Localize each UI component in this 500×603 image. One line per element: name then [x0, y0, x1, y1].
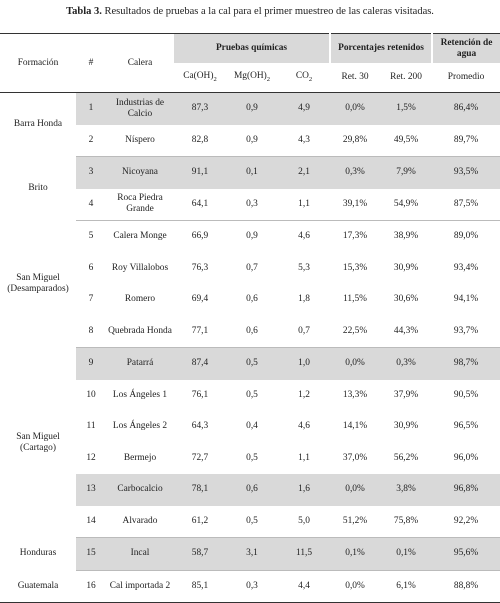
ret30-value: 13,3%: [342, 389, 368, 400]
co2-value: 4,9: [278, 93, 330, 125]
promedio-value: 93,7%: [453, 325, 479, 336]
mgoh-value: 0,5: [226, 348, 278, 380]
row-number: 5: [76, 221, 106, 253]
promedio-value: 94,1%: [453, 294, 479, 305]
ret200-value: 44,3%: [393, 325, 419, 336]
co2-value: 4,3: [298, 134, 310, 145]
row-number: 9: [76, 348, 106, 380]
mgoh-value: 0,7: [246, 262, 258, 273]
calera-name: Los Ángeles 2: [112, 421, 168, 432]
formation-name: Barra Honda: [0, 93, 76, 157]
mgoh-value: 0,5: [246, 452, 258, 463]
caoh-value: 87,3: [174, 93, 226, 125]
calera-name: Roca Piedra Grande: [117, 193, 163, 215]
mgoh-value: 0,9: [226, 93, 278, 125]
header-ret200: Ret. 200: [390, 72, 422, 82]
co2-value: 1,1: [298, 452, 310, 463]
row-number: 4: [88, 198, 94, 209]
ret200-value: 0,1%: [380, 538, 432, 571]
mgoh-value: 0,5: [246, 389, 258, 400]
caoh-value: 69,4: [191, 294, 209, 305]
row-number: 7: [88, 294, 94, 305]
ret200-value: 37,9%: [393, 389, 419, 400]
caoh-value: 64,3: [191, 421, 209, 432]
formation-name: Brito: [0, 157, 76, 221]
header-caoh-sub: 2: [213, 75, 217, 83]
ret30-value: 14,1%: [342, 421, 368, 432]
header-co2: [278, 63, 330, 93]
co2-value: 1,8: [298, 294, 310, 305]
calera-name: Patarrá: [106, 348, 174, 380]
header-row-groups: [0, 34, 500, 64]
calera-name: Níspero: [125, 134, 155, 145]
caoh-value: 82,8: [191, 134, 209, 145]
formation-name: San Miguel (Desamparados): [0, 221, 76, 348]
table-row: [0, 570, 500, 603]
table-caption-label: Tabla 3.: [66, 6, 102, 17]
row-number: 1: [76, 93, 106, 125]
formation-name: Guatemala: [0, 570, 76, 603]
header-mgoh: [226, 63, 278, 93]
header-co2-sub: 2: [308, 75, 313, 83]
calera-name: Nicoyana: [106, 157, 174, 189]
mgoh-value: 0,3: [246, 198, 258, 209]
mgoh-value: 0,5: [246, 515, 258, 526]
row-number: 14: [86, 515, 96, 526]
ret30-value: 17,3%: [330, 221, 380, 253]
promedio-value: 89,7%: [453, 134, 479, 145]
co2-value: 11,5: [278, 538, 330, 571]
ret200-value: 75,8%: [393, 515, 419, 526]
co2-value: 1,1: [298, 198, 310, 209]
co2-value: 1,6: [278, 474, 330, 506]
caoh-value: 87,4: [174, 348, 226, 380]
ret200-value: 30,6%: [393, 294, 419, 305]
table-row: [0, 348, 500, 380]
ret30-value: 15,3%: [342, 262, 368, 273]
row-number: 8: [88, 325, 94, 336]
promedio-value: 98,7%: [432, 348, 500, 380]
ret200-value: 56,2%: [393, 452, 419, 463]
ret30-value: 0,1%: [330, 538, 380, 571]
co2-value: 0,7: [298, 325, 310, 336]
row-number: 12: [86, 452, 96, 463]
header-number: #: [88, 57, 94, 68]
header-ret30: Ret. 30: [341, 72, 369, 82]
co2-value: 1,2: [298, 389, 310, 400]
caoh-value: 85,1: [174, 570, 226, 603]
results-table: [0, 33, 500, 603]
table-caption-text: Resultados de pruebas a la cal para el primer muestreo de las caleras visitadas.: [101, 6, 434, 17]
header-formacion: Formación: [17, 57, 59, 68]
ret200-value: 1,5%: [380, 93, 432, 125]
co2-value: 4,4: [278, 570, 330, 603]
promedio-value: 96,5%: [453, 421, 479, 432]
ret30-value: 22,5%: [342, 325, 368, 336]
ret200-value: 3,8%: [380, 474, 432, 506]
promedio-value: 96,8%: [432, 474, 500, 506]
header-co2-text: CO: [295, 70, 309, 81]
calera-name: Cal importada 2: [106, 570, 174, 603]
calera-name: Incal: [106, 538, 174, 571]
calera-name: Los Ángeles 1: [112, 389, 168, 400]
ret30-value: 39,1%: [342, 198, 368, 209]
ret30-value: 0,0%: [330, 93, 380, 125]
ret200-value: 54,9%: [393, 198, 419, 209]
row-number: 13: [76, 474, 106, 506]
ret30-value: 29,8%: [342, 134, 368, 145]
ret30-value: 0,0%: [330, 474, 380, 506]
calera-name: Quebrada Honda: [108, 325, 172, 336]
calera-name: Calera Monge: [106, 221, 174, 253]
co2-value: 5,3: [298, 262, 310, 273]
caoh-value: 76,3: [191, 262, 209, 273]
header-calera: Calera: [127, 57, 153, 68]
calera-name: Alvarado: [122, 515, 158, 526]
co2-value: 4,6: [298, 421, 310, 432]
caoh-value: 76,1: [191, 389, 209, 400]
promedio-value: 93,4%: [453, 262, 479, 273]
header-mgoh-text: Mg(OH): [233, 70, 267, 81]
promedio-value: 86,4%: [432, 93, 500, 125]
mgoh-value: 0,6: [226, 474, 278, 506]
header-pruebas-quimicas: Pruebas químicas: [174, 34, 330, 64]
promedio-value: 89,0%: [432, 221, 500, 253]
table-row: [0, 157, 500, 189]
header-promedio: Promedio: [447, 72, 485, 82]
formation-name: San Miguel (Cartago): [0, 348, 76, 538]
row-number: 10: [86, 389, 96, 400]
calera-name: Roy Villalobos: [111, 262, 169, 273]
ret30-value: 51,2%: [342, 515, 368, 526]
mgoh-value: 0,1: [226, 157, 278, 189]
promedio-value: 88,8%: [432, 570, 500, 603]
ret30-value: 0,0%: [330, 570, 380, 603]
calera-name: Industrias de Calcio: [106, 93, 174, 125]
table-row: [0, 221, 500, 253]
promedio-value: 92,2%: [453, 515, 479, 526]
promedio-value: 87,5%: [453, 198, 479, 209]
caoh-value: 64,1: [191, 198, 209, 209]
mgoh-value: 3,1: [226, 538, 278, 571]
promedio-value: 90,5%: [453, 389, 479, 400]
caoh-value: 91,1: [174, 157, 226, 189]
co2-value: 1,0: [278, 348, 330, 380]
calera-name: Carbocalcio: [106, 474, 174, 506]
mgoh-value: 0,6: [246, 325, 258, 336]
ret30-value: 11,5%: [343, 294, 367, 305]
mgoh-value: 0,9: [246, 134, 258, 145]
header-caoh-text: Ca(OH): [183, 70, 214, 81]
ret200-value: 38,9%: [380, 221, 432, 253]
mgoh-value: 0,3: [226, 570, 278, 603]
caoh-value: 78,1: [174, 474, 226, 506]
table-row: [0, 538, 500, 571]
mgoh-value: 0,6: [246, 294, 258, 305]
co2-value: 5,0: [298, 515, 310, 526]
header-caoh: [174, 63, 226, 93]
mgoh-value: 0,4: [246, 421, 258, 432]
caoh-value: 77,1: [191, 325, 209, 336]
row-number: 15: [76, 538, 106, 571]
row-number: 16: [76, 570, 106, 603]
header-porcentajes-retenidos: Porcentajes retenidos: [330, 34, 432, 64]
ret200-value: 7,9%: [380, 157, 432, 189]
promedio-value: 95,6%: [432, 538, 500, 571]
ret200-value: 0,3%: [380, 348, 432, 380]
ret30-value: 0,0%: [330, 348, 380, 380]
ret200-value: 30,9%: [393, 262, 419, 273]
caoh-value: 61,2: [191, 515, 209, 526]
calera-name: Bermejo: [123, 452, 157, 463]
calera-name: Romero: [124, 294, 156, 305]
ret200-value: 6,1%: [380, 570, 432, 603]
header-mgoh-sub: 2: [266, 75, 271, 83]
mgoh-value: 0,9: [226, 221, 278, 253]
row-number: 11: [86, 421, 96, 432]
table-caption: [0, 6, 500, 17]
table-body: [0, 93, 500, 603]
row-number: 3: [76, 157, 106, 189]
ret30-value: 37,0%: [342, 452, 368, 463]
caoh-value: 58,7: [174, 538, 226, 571]
table-row: [0, 93, 500, 125]
row-number: 6: [88, 262, 94, 273]
ret200-value: 30,9%: [393, 421, 419, 432]
co2-value: 4,6: [278, 221, 330, 253]
row-number: 2: [88, 134, 94, 145]
caoh-value: 72,7: [191, 452, 209, 463]
caoh-value: 66,9: [174, 221, 226, 253]
ret30-value: 0,3%: [330, 157, 380, 189]
formation-name: Honduras: [0, 538, 76, 571]
ret200-value: 49,5%: [393, 134, 419, 145]
promedio-value: 96,0%: [453, 452, 479, 463]
header-retencion-agua: Retención de agua: [432, 34, 500, 64]
promedio-value: 93,5%: [432, 157, 500, 189]
co2-value: 2,1: [278, 157, 330, 189]
